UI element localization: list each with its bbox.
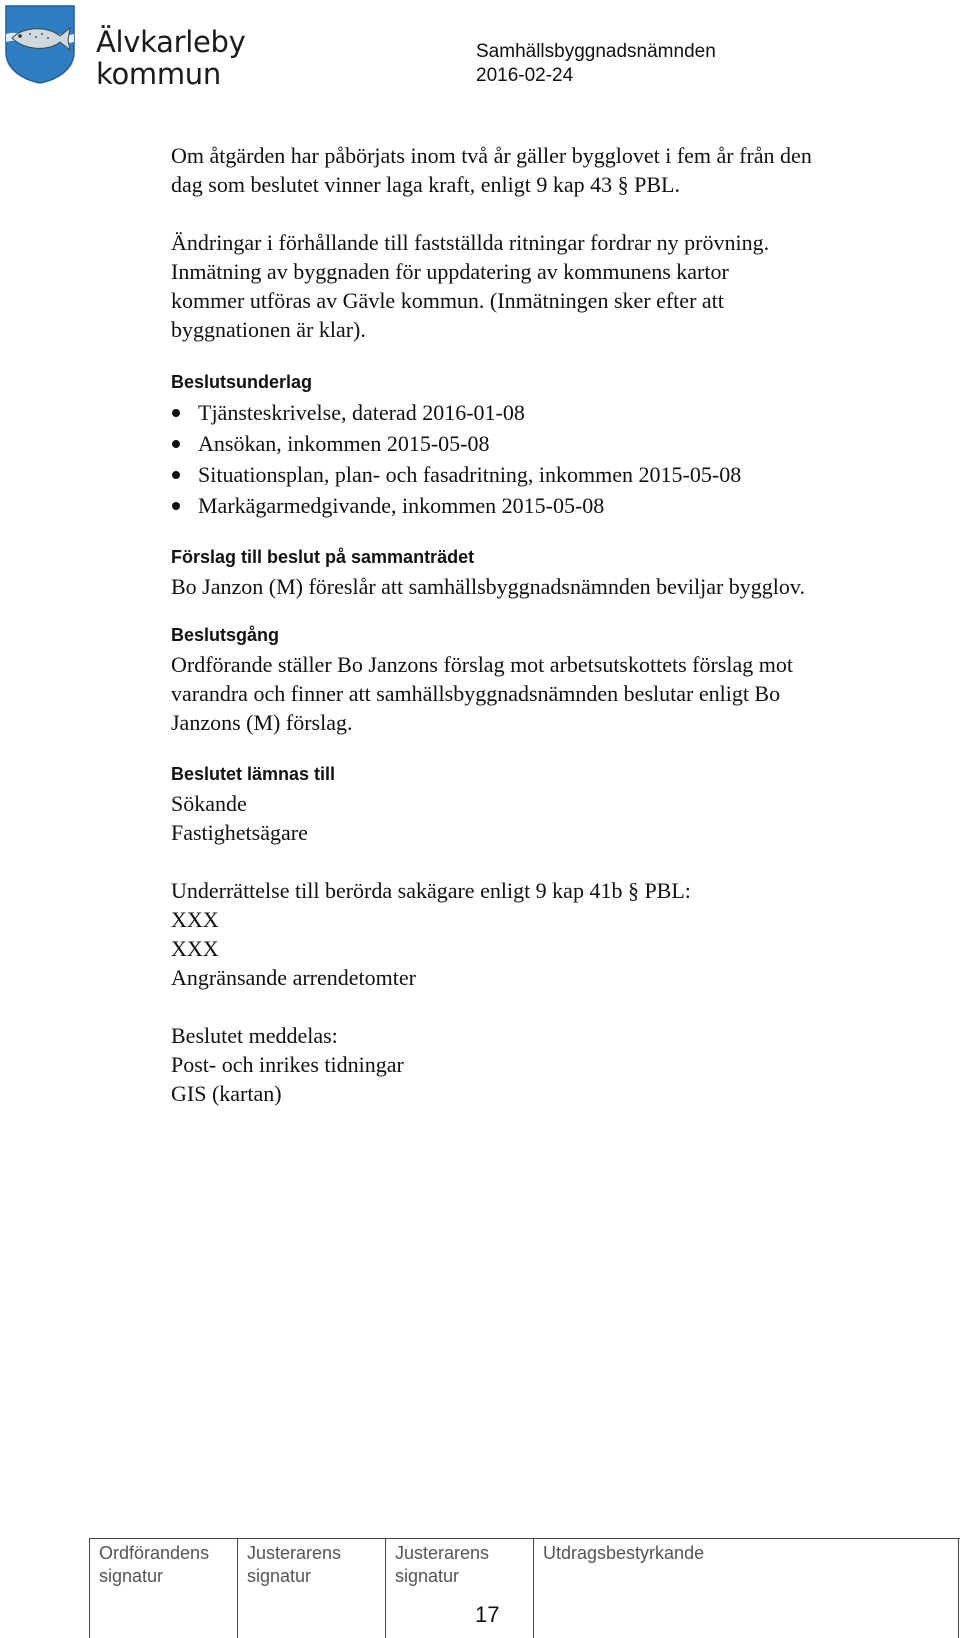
paragraph-validity [171,141,931,199]
text-line: byggnationen är klar). [171,317,366,342]
text-line: Inmätning av byggnaden för uppdatering av kommunens kartor [171,259,729,284]
cell-label: Ordförandens [99,1543,210,1563]
section-heading-beslutsunderlag: Beslutsunderlag [171,372,313,392]
signature-cell-chair [90,1539,238,1638]
section-heading-beslutsgang: Beslutsgång [171,625,280,645]
text-line: Fastighetsägare [171,820,308,845]
bullet-icon [172,471,180,479]
signature-cell-extract-certification [534,1539,959,1638]
text-line: GIS (kartan) [171,1081,282,1106]
bullet-icon [172,440,180,448]
bullet-icon [172,502,180,510]
text-line: Post- och inrikes tidningar [171,1052,404,1077]
list-item: Markägarmedgivande, inkommen 2015-05-08 [171,490,931,521]
paragraph-changes [171,228,931,344]
municipality-name-line2: kommun [96,57,221,91]
list-item: Ansökan, inkommen 2015-05-08 [171,428,931,459]
proposal-text: Bo Janzon (M) föreslår att samhällsbyggnadsnämnden beviljar bygglov. [171,574,805,599]
cell-label: signatur [99,1566,164,1586]
municipality-name-line1: Älvkarleby [96,25,246,59]
section-heading-forslag: Förslag till beslut på sammanträdet [171,547,475,567]
notification-block [171,876,931,992]
cell-label: signatur [247,1566,312,1586]
cell-label: signatur [395,1566,460,1586]
cell-label: Justerarens [395,1543,490,1563]
document-body [171,141,931,1108]
text-line: kommer utföras av Gävle kommun. (Inmätningen sker efter att [171,288,724,313]
text-line: Angränsande arrendetomter [171,965,416,990]
municipality-coat-of-arms-logo [4,4,76,84]
text-line: Janzons (M) förslag. [171,710,353,735]
cell-label: Justerarens [247,1543,342,1563]
section-heading-lamnas-till: Beslutet lämnas till [171,764,336,784]
announcement-block [171,1021,931,1108]
page-number: 17 [475,1602,500,1627]
document-header-info [476,40,716,88]
cell-label: Utdragsbestyrkande [543,1543,705,1563]
text-line: Ändringar i förhållande till fastställda ritningar fordrar ny prövning. [171,230,770,255]
text-line: XXX [171,936,219,961]
text-line: Om åtgärden har påbörjats inom två år gäller bygglovet i fem år från den [171,143,812,168]
text-line: Beslutet meddelas: [171,1023,338,1048]
department-name: Samhällsbyggnadsnämnden [476,41,716,62]
municipality-name [96,26,246,90]
text-line: varandra och finner att samhällsbyggnadsnämnden beslutar enligt Bo [171,681,781,706]
decision-procedure-text [171,650,931,737]
meeting-date: 2016-02-24 [476,65,574,86]
text-line: XXX [171,907,219,932]
signature-cell-adjuster-2 [386,1539,534,1638]
signature-table [89,1538,960,1638]
text-line: Ordförande ställer Bo Janzons förslag mot arbetsutskottets förslag mot [171,652,793,677]
list-item: Situationsplan, plan- och fasadritning, inkommen 2015-05-08 [171,459,931,490]
text-line: Sökande [171,791,247,816]
decision-basis-list [171,397,931,521]
list-item: Tjänsteskrivelse, daterad 2016-01-08 [171,397,931,428]
recipients-list [171,789,931,847]
text-line: Underrättelse till berörda sakägare enligt 9 kap 41b § PBL: [171,878,691,903]
signature-cell-adjuster-1 [238,1539,386,1638]
bullet-icon [172,409,180,417]
text-line: dag som beslutet vinner laga kraft, enligt 9 kap 43 § PBL. [171,172,680,197]
